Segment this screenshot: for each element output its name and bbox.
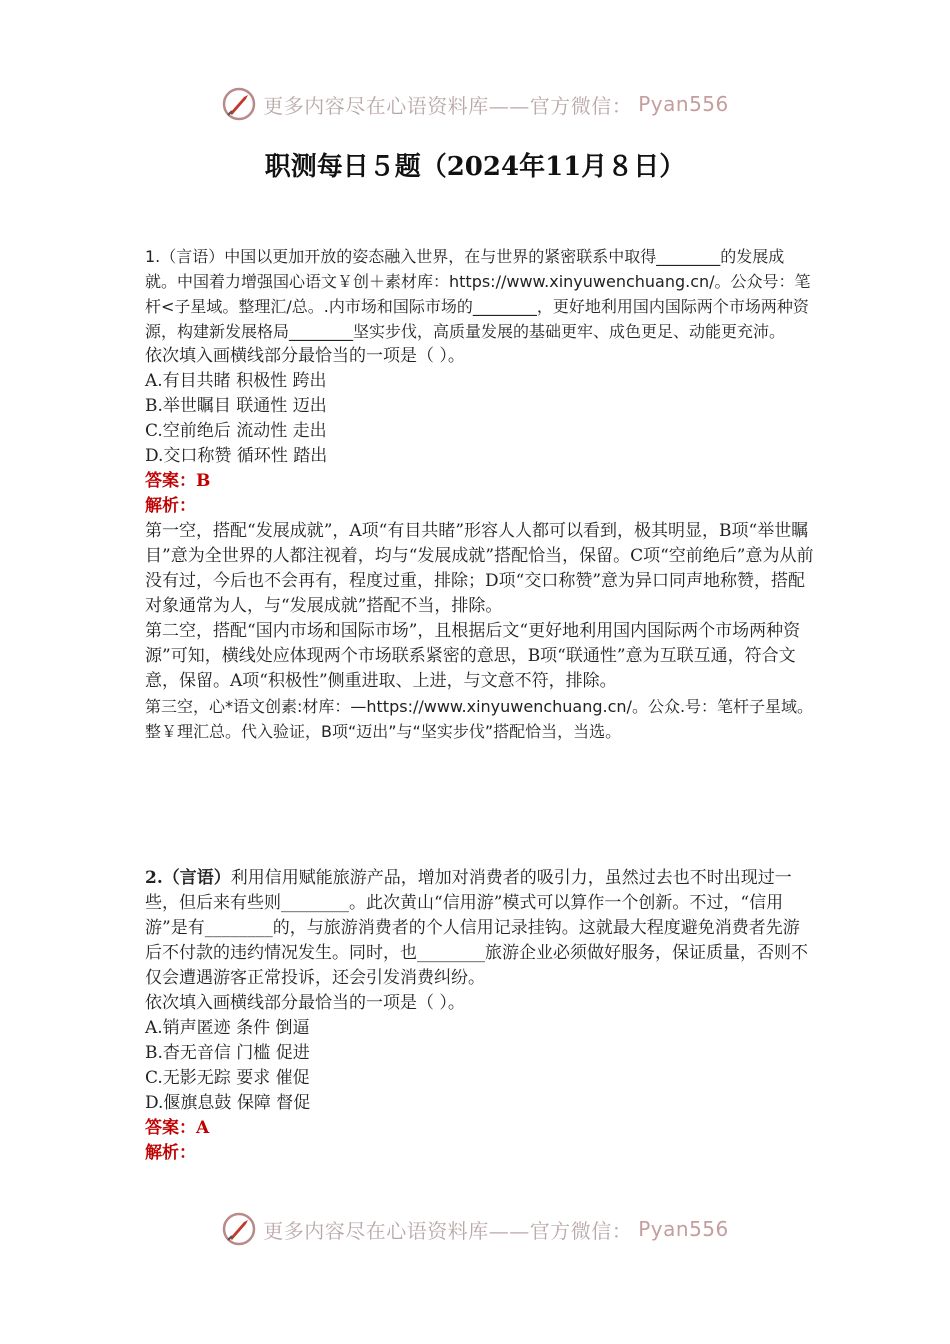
option-d: D.交口称赞 循环性 踏出 — [145, 446, 328, 466]
option-c: C.无影无踪 要求 催促 — [145, 1068, 310, 1088]
wechat-id: Pyan556 — [638, 1217, 729, 1241]
option-a: A.销声匿迹 条件 倒逼 — [145, 1018, 310, 1038]
banner-text: 更多内容尽在心语资料库——官方微信： — [263, 93, 633, 118]
question-2 — [145, 866, 815, 1166]
pen-logo-icon — [221, 86, 257, 122]
question-prompt: 依次填入画横线部分最恰当的一项是（ ）。 — [145, 993, 465, 1013]
analysis-paragraph: 第二空，搭配“国内市场和国际市场”，且根据后文“更好地利用国内国际两个市场两种资源”可知，横线处应体现两个市场联系紧密的意思，B项“联通性”意为互联互通，符合文意，保留。A项“积极性”侧重进取、上进，与文意不符，排除。 — [145, 621, 801, 691]
analysis-paragraph: 第三空，心*语文创素:材库：—https://www.xinyuwenchuang.cn/。公众.号：笔杆子星域。整￥理汇总。代入验证，B项“迈出”与“坚实步伐”搭配恰当，当选。 — [145, 697, 814, 741]
analysis-label: 解析： — [145, 496, 196, 516]
header-banner — [0, 84, 950, 124]
option-d: D.偃旗息鼓 保障 督促 — [145, 1093, 311, 1113]
option-a: A.有目共睹 积极性 跨出 — [145, 371, 327, 391]
banner-text: 更多内容尽在心语资料库——官方微信： — [263, 1218, 633, 1243]
answer: 答案：A — [145, 1118, 210, 1138]
question-number: 2.（言语） — [145, 868, 231, 888]
pen-logo-icon — [221, 1211, 257, 1247]
question-1 — [145, 244, 815, 744]
question-stem: 1.（言语）中国以更加开放的姿态融入世界，在与世界的紧密联系中取得________的发展成就。中国着力增强国心语文￥创＋素材库：https://www.xinyuwenchuang.cn/。公众号：笔杆<子星域。整理汇/总。.内市场和国际市场的________，更好地利用国内国际两个市场两种资源，构建新发展格局________坚实步伐，高质量发展的基础更牢、成色更足、动能更充沛。 — [145, 247, 811, 341]
option-b: B.杳无音信 门槛 促进 — [145, 1043, 310, 1063]
question-text: 利用信用赋能旅游产品，增加对消费者的吸引力，虽然过去也不时出现过一些，但后来有些则________。此次黄山“信用游”模式可以算作一个创新。不过，“信用游”是有________的，与旅游消费者的个人信用记录挂钩。这就最大程度避免消费者先游后不付款的违约情况发生。同时，也________旅游企业必须做好服务，保证质量，否则不仅会遭遇游客正常投诉，还会引发消费纠纷。 — [145, 868, 808, 988]
footer-banner — [0, 1209, 950, 1249]
analysis-label: 解析： — [145, 1143, 196, 1163]
option-b: B.举世瞩目 联通性 迈出 — [145, 396, 327, 416]
analysis-paragraph: 第一空，搭配“发展成就”，A项“有目共睹”形容人人都可以看到，极其明显，B项“举世瞩目”意为全世界的人都注视着，均与“发展成就”搭配恰当，保留。C项“空前绝后”意为从前没有过，今后也不会再有，程度过重，排除；D项“交口称赞”意为异口同声地称赞，搭配对象通常为人，与“发展成就”搭配不当，排除。 — [145, 521, 814, 616]
answer: 答案：B — [145, 471, 211, 491]
option-c: C.空前绝后 流动性 走出 — [145, 421, 327, 441]
page-title: 职测每日５题（2024年11月８日） — [264, 152, 686, 182]
question-prompt: 依次填入画横线部分最恰当的一项是（ ）。 — [145, 346, 465, 366]
wechat-id: Pyan556 — [638, 92, 729, 116]
question-stem — [145, 866, 815, 991]
